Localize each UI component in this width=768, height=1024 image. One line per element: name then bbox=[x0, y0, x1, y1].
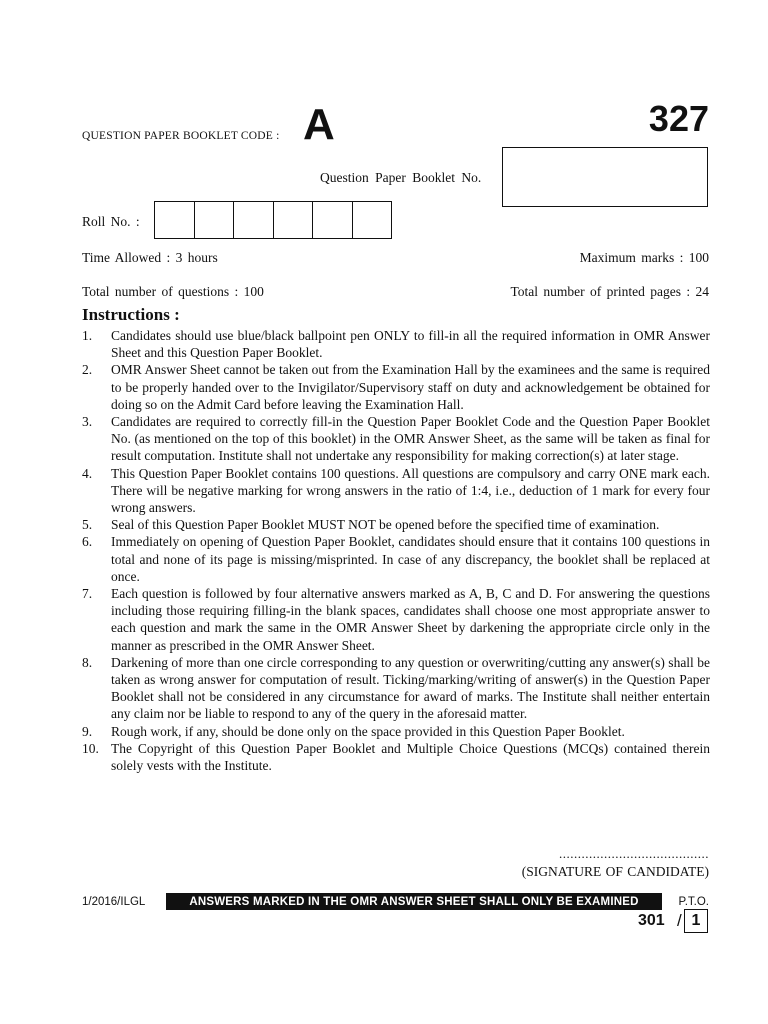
instruction-number: 8. bbox=[82, 654, 93, 670]
instruction-text: OMR Answer Sheet cannot be taken out from the Examination Hall by the examinees and the same is required to be properly handed over to the Invigilator/Supervisory staff on duty and acknowledgement be obtained for doing so on the Admit Card before leaving the Examination Hall. bbox=[111, 362, 710, 412]
page-separator: / bbox=[677, 911, 682, 930]
pto-label: P.T.O. bbox=[678, 896, 709, 908]
instructions-list bbox=[82, 327, 710, 774]
page-series: 301 bbox=[638, 912, 665, 929]
roll-no-boxes bbox=[154, 201, 392, 239]
instruction-text: Candidates are required to correctly fill-in the Question Paper Booklet Code and the Question Paper Booklet No. (as mentioned on the top of this booklet) in the OMR Answer Sheet, as the same will be taken as final for result computation. Institute shall not undertake any responsibility for making correction(s) at later stage. bbox=[111, 414, 710, 464]
instruction-number: 5. bbox=[82, 517, 93, 533]
instruction-item bbox=[82, 327, 710, 361]
instruction-text: Darkening of more than one circle corresponding to any question or overwriting/cutting any answer(s) shall be taken as wrong answer for computation of result. Ticking/marking/writing of answer(s) in the Question Paper Booklet shall not be considered in any circumstance for award of marks. The Institute shall neither entertain any claim nor be liable to respond to any of the query in the aforesaid matter. bbox=[111, 654, 710, 722]
total-questions: Total number of questions : 100 bbox=[82, 284, 264, 299]
instruction-text: Seal of this Question Paper Booklet MUST NOT be opened before the specified time of examination. bbox=[111, 517, 660, 533]
instruction-text: Candidates should use blue/black ballpoint pen ONLY to fill-in all the required information in OMR Answer Sheet and this Question Paper Booklet. bbox=[111, 328, 710, 361]
signature-line: ........................................ bbox=[559, 846, 709, 861]
instruction-number: 2. bbox=[82, 362, 93, 378]
instruction-number: 7. bbox=[82, 586, 93, 602]
instruction-item bbox=[82, 585, 710, 654]
paper-number: 327 bbox=[648, 98, 709, 139]
booklet-code-value: A bbox=[303, 100, 335, 149]
instruction-text: Immediately on opening of Question Paper Booklet, candidates should ensure that it contains 100 questions in total and none of its page is missing/misprinted. In case of any discrepancy, the booklet shall be replaced at once. bbox=[111, 534, 710, 584]
instruction-item bbox=[82, 654, 710, 723]
roll-no-box[interactable] bbox=[274, 202, 314, 238]
roll-no-box[interactable] bbox=[313, 202, 353, 238]
instruction-item bbox=[82, 413, 710, 465]
roll-no-label: Roll No. : bbox=[82, 214, 140, 229]
instruction-item bbox=[82, 465, 710, 517]
instruction-item bbox=[82, 516, 710, 533]
instruction-number: 6. bbox=[82, 534, 93, 550]
instruction-number: 1. bbox=[82, 328, 93, 343]
instruction-item bbox=[82, 533, 710, 585]
roll-no-box[interactable] bbox=[353, 202, 393, 238]
total-printed-pages: Total number of printed pages : 24 bbox=[510, 284, 709, 299]
booklet-code-label: QUESTION PAPER BOOKLET CODE : bbox=[82, 130, 280, 142]
instruction-item bbox=[82, 740, 710, 774]
roll-no-box[interactable] bbox=[155, 202, 195, 238]
instruction-number: 4. bbox=[82, 465, 93, 481]
instruction-number: 9. bbox=[82, 723, 93, 739]
footer-code: 1/2016/ILGL bbox=[82, 896, 146, 908]
instruction-number: 10. bbox=[82, 740, 99, 756]
instructions-heading: Instructions : bbox=[82, 305, 180, 324]
instruction-number: 3. bbox=[82, 414, 93, 430]
page-number: 1 bbox=[684, 909, 708, 933]
instruction-text: This Question Paper Booklet contains 100 questions. All questions are compulsory and carry ONE mark each. There will be negative marking for wrong answers in the ratio of 1:4, i.e., deduction of 1 mark for every four wrong answers. bbox=[111, 465, 710, 516]
instruction-text: The Copyright of this Question Paper Booklet and Multiple Choice Questions (MCQs) contained therein solely vests with the Institute. bbox=[111, 740, 710, 774]
instruction-text: Each question is followed by four alternative answers marked as A, B, C and D. For answering the questions including those requiring filling-in the blank spaces, candidates shall choose one most appropriate answer to each question and mark the same in the OMR Answer Sheet by darkening the appropriate circle only in the manner as prescribed in the OMR Answer Sheet. bbox=[111, 586, 710, 653]
signature-label: (SIGNATURE OF CANDIDATE) bbox=[521, 864, 709, 879]
footer-banner: ANSWERS MARKED IN THE OMR ANSWER SHEET SHALL ONLY BE EXAMINED bbox=[166, 893, 662, 910]
instruction-text: Rough work, if any, should be done only on the space provided in this Question Paper Booklet. bbox=[111, 723, 625, 739]
booklet-no-box[interactable] bbox=[502, 147, 708, 207]
roll-no-box[interactable] bbox=[195, 202, 235, 238]
maximum-marks: Maximum marks : 100 bbox=[579, 250, 709, 265]
roll-no-box[interactable] bbox=[234, 202, 274, 238]
instruction-item bbox=[82, 361, 710, 413]
time-allowed: Time Allowed : 3 hours bbox=[82, 250, 218, 265]
booklet-no-label: Question Paper Booklet No. bbox=[320, 170, 482, 185]
instruction-item bbox=[82, 723, 710, 740]
